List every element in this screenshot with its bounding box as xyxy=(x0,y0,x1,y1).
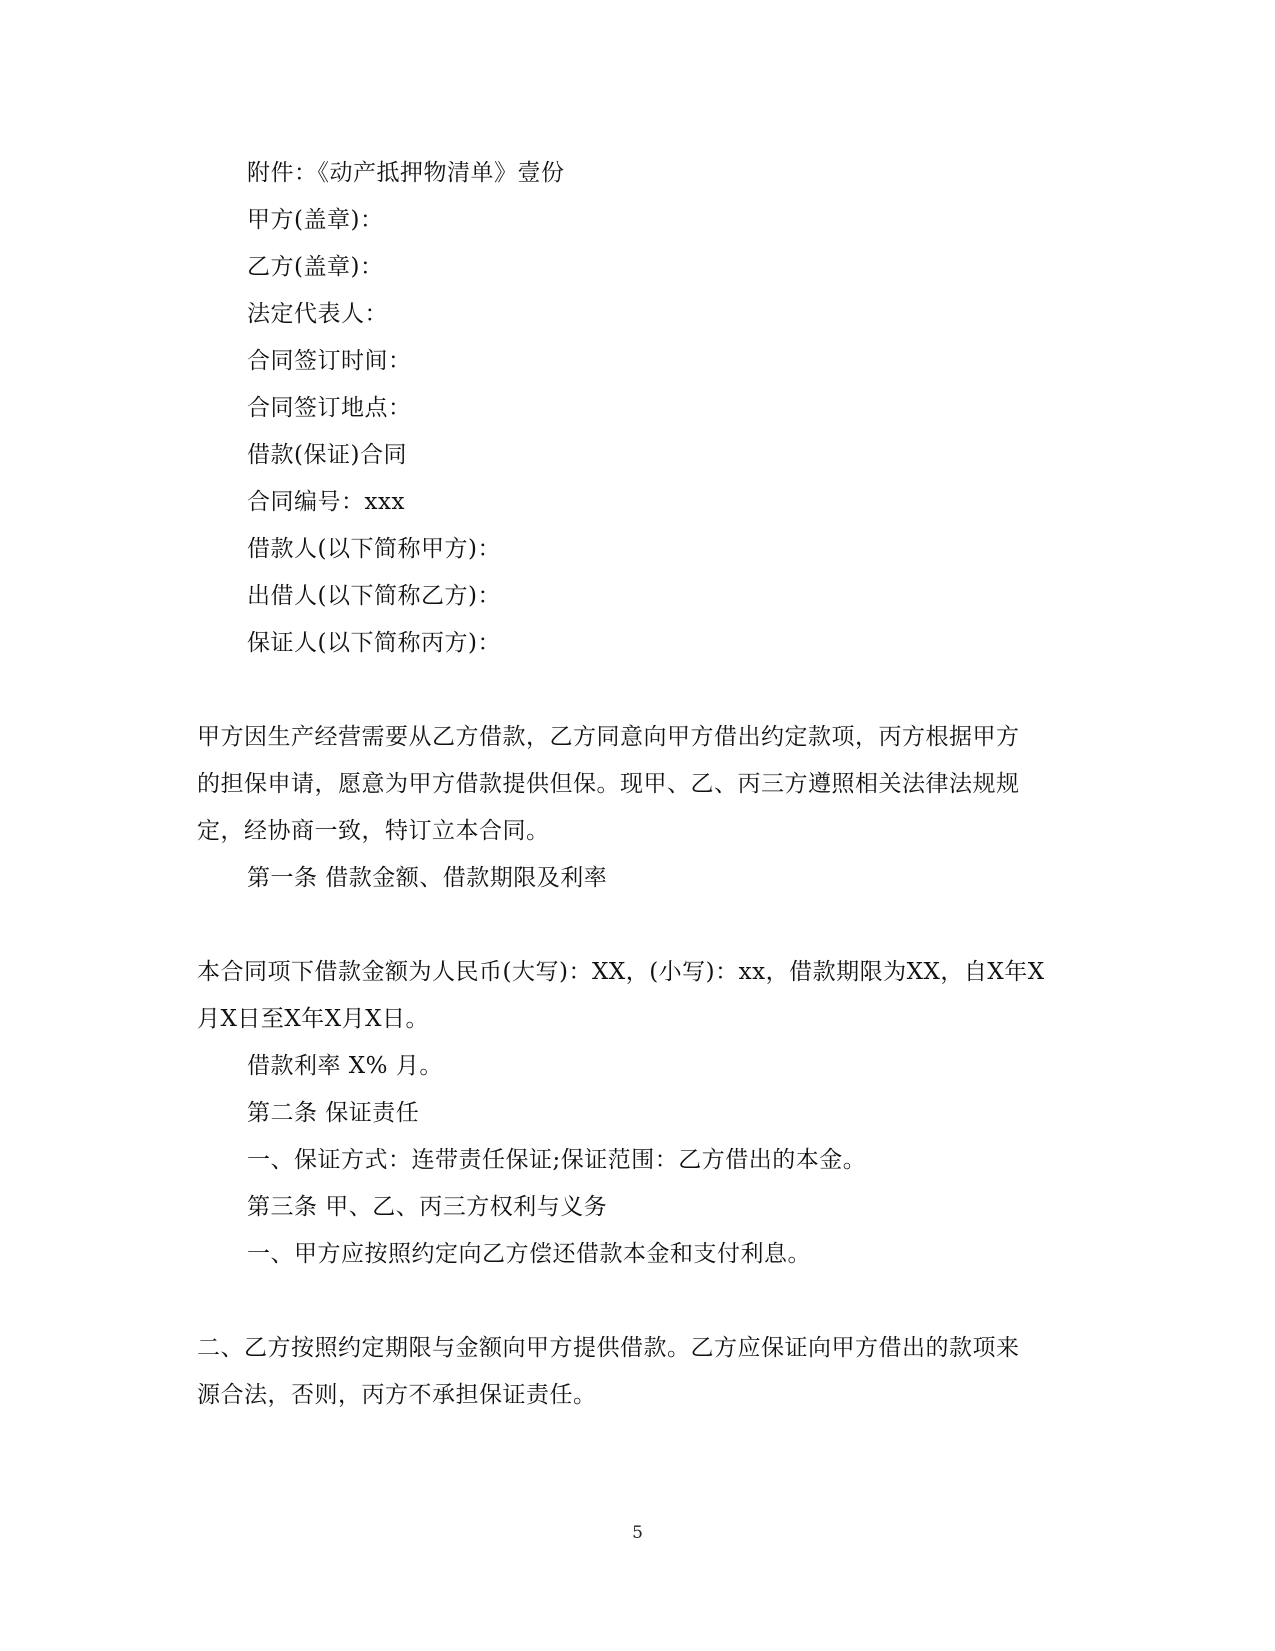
legal-representative-line: 法定代表人： xyxy=(247,301,388,327)
preamble-line-1: 甲方因生产经营需要从乙方借款，乙方同意向甲方借出约定款项，丙方根据甲方 xyxy=(197,724,1020,750)
preamble-line-2: 的担保申请，愿意为甲方借款提供但保。现甲、乙、丙三方遵照相关法律法规规 xyxy=(197,771,1020,797)
contract-title: 借款(保证)合同 xyxy=(247,442,407,468)
party-a-seal-line: 甲方(盖章)： xyxy=(247,207,384,233)
party-a-obligation-line: 一、甲方应按照约定向乙方偿还借款本金和支付利息。 xyxy=(247,1241,811,1267)
contract-number-line: 合同编号：xxx xyxy=(247,489,405,515)
loan-amount-line-2: 月X日至X年X月X日。 xyxy=(197,1006,429,1032)
party-b-obligation-line-2: 源合法，否则，丙方不承担保证责任。 xyxy=(197,1382,597,1408)
signing-place-line: 合同签订地点： xyxy=(247,395,412,421)
preamble-line-3: 定，经协商一致，特订立本合同。 xyxy=(197,818,550,844)
guarantee-method-line: 一、保证方式：连带责任保证;保证范围：乙方借出的本金。 xyxy=(247,1147,867,1173)
borrower-line: 借款人(以下简称甲方)： xyxy=(247,536,501,562)
party-b-seal-line: 乙方(盖章)： xyxy=(247,254,384,280)
signing-date-line: 合同签订时间： xyxy=(247,348,412,374)
guarantor-line: 保证人(以下简称丙方)： xyxy=(247,630,501,656)
article-1-heading: 第一条 借款金额、借款期限及利率 xyxy=(247,865,608,891)
attachment-line: 附件：《动产抵押物清单》壹份 xyxy=(247,160,565,186)
page-number: 5 xyxy=(632,1523,643,1543)
article-2-heading: 第二条 保证责任 xyxy=(247,1100,420,1126)
loan-amount-line-1: 本合同项下借款金额为人民币(大写)：XX，(小写)：xx，借款期限为XX，自X年X xyxy=(197,959,1045,985)
article-3-heading: 第三条 甲、乙、丙三方权利与义务 xyxy=(247,1194,608,1220)
interest-rate-line: 借款利率 X% 月。 xyxy=(247,1053,443,1079)
lender-line: 出借人(以下简称乙方)： xyxy=(247,583,501,609)
party-b-obligation-line-1: 二、乙方按照约定期限与金额向甲方提供借款。乙方应保证向甲方借出的款项来 xyxy=(197,1335,1020,1361)
